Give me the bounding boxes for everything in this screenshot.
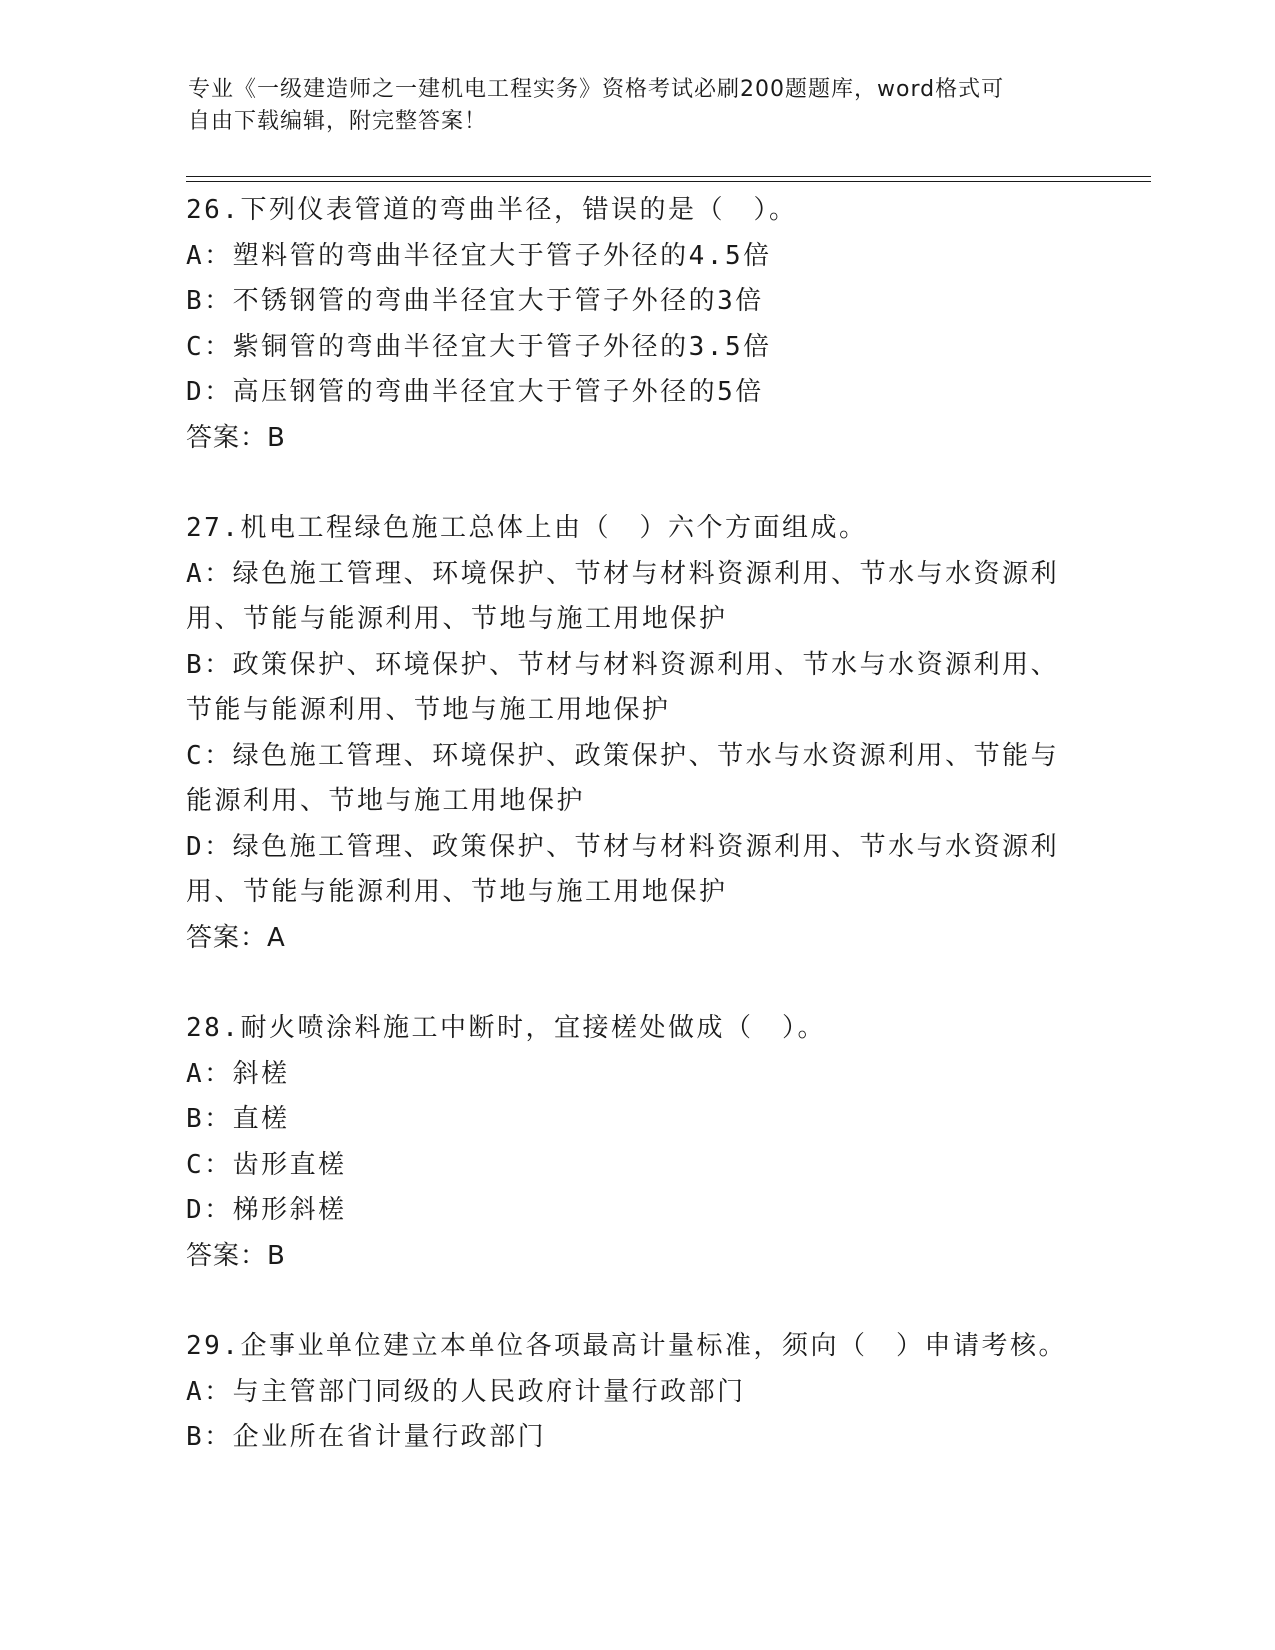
option-b: B：企业所在省计量行政部门 [186,1422,547,1452]
answer: 答案：B [186,422,286,453]
option-c: C：齿形直槎 [186,1149,347,1180]
option-b: B：政策保护、环境保护、节材与材料资源利用、节水与水资源利用、节能与能源利用、节地与施工用地保护 [186,649,1060,725]
option-a: A：斜槎 [186,1058,290,1089]
question-stem: 28.耐火喷涂料施工中断时，宜接槎处做成（ ）。 [186,1013,826,1043]
option-b: B：直槎 [186,1104,290,1134]
option-c: C：紫铜管的弯曲半径宜大于管子外径的3.5倍 [186,331,772,362]
answer: 答案：A [186,922,286,953]
question-29 [186,1324,1086,1461]
question-stem: 26.下列仪表管道的弯曲半径，错误的是（ ）。 [186,195,798,225]
header-rule-top [186,176,1151,177]
question-27 [186,506,1086,961]
option-a: A：塑料管的弯曲半径宜大于管子外径的4.5倍 [186,240,772,271]
option-a: A：绿色施工管理、环境保护、节材与材料资源利用、节水与水资源利用、节能与能源利用、节地与施工用地保护 [186,558,1060,634]
answer: 答案：B [186,1240,286,1271]
option-c: C：绿色施工管理、环境保护、政策保护、节水与水资源利用、节能与能源利用、节地与施工用地保护 [186,740,1060,816]
header-rule-bottom [186,181,1151,182]
question-stem: 27.机电工程绿色施工总体上由（ ）六个方面组成。 [186,513,868,543]
document-header [188,74,1068,138]
option-d: D：高压钢管的弯曲半径宜大于管子外径的5倍 [186,377,764,407]
question-28 [186,1006,1086,1279]
header-line-1: 专业《一级建造师之一建机电工程实务》资格考试必刷200题题库，word格式可 [188,77,1005,102]
question-list [186,188,1086,1506]
question-stem: 29.企事业单位建立本单位各项最高计量标准，须向（ ）申请考核。 [186,1331,1067,1361]
option-d: D：绿色施工管理、政策保护、节材与材料资源利用、节水与水资源利用、节能与能源利用、节地与施工用地保护 [186,831,1060,907]
question-26 [186,188,1086,461]
option-a: A：与主管部门同级的人民政府计量行政部门 [186,1376,746,1407]
header-line-2: 自由下载编辑，附完整答案！ [188,109,488,134]
option-d: D：梯形斜槎 [186,1195,347,1225]
option-b: B：不锈钢管的弯曲半径宜大于管子外径的3倍 [186,286,764,316]
